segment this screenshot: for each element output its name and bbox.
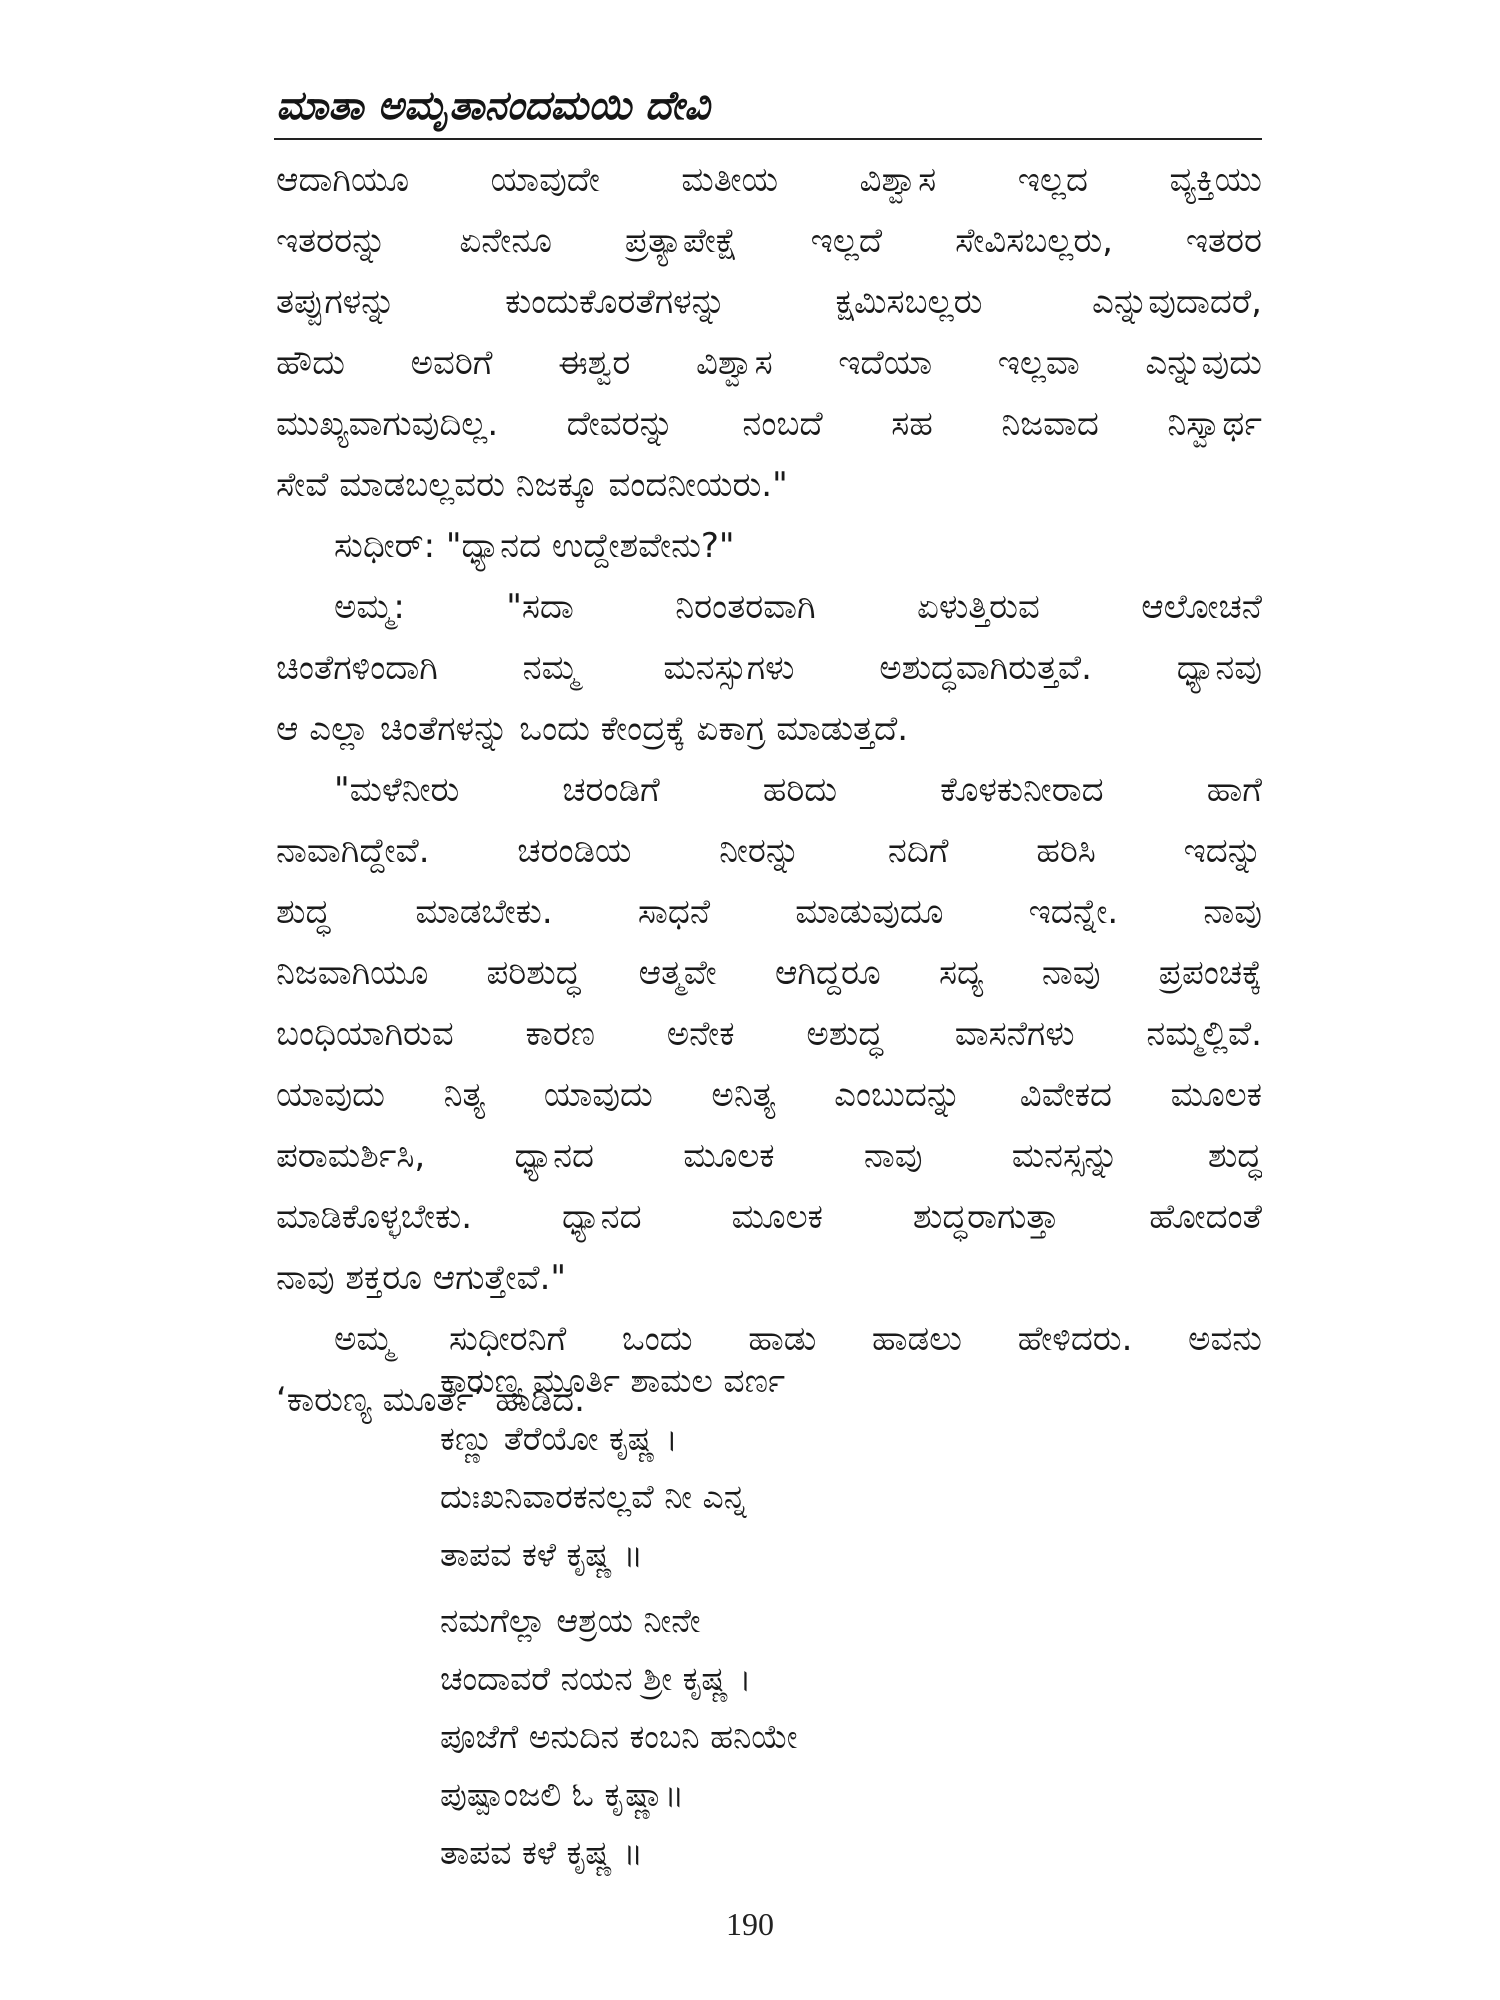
text-line: ಯಾವುದು ನಿತ್ಯ ಯಾವುದು ಅನಿತ್ಯ ಎಂಬುದನ್ನು ವಿವೇಕದ ಮೂಲಕ <box>276 1075 1262 1115</box>
verse-line: ಪೂಜೆಗೆ ಅನುದಿನ ಕಂಬನಿ ಹನಿಯೇ <box>440 1717 798 1756</box>
text-line: ಪರಾಮರ್ಶಿಸಿ, ಧ್ಯಾನದ ಮೂಲಕ ನಾವು ಮನಸ್ಸನ್ನು ಶುದ್ಧ <box>276 1136 1262 1176</box>
text-line: ಇತರರನ್ನು ಏನೇನೂ ಪ್ರತ್ಯಾಪೇಕ್ಷೆ ಇಲ್ಲದೆ ಸೇವಿಸಬಲ್ಲರು, ಇತರರ <box>276 221 1262 261</box>
running-header-title: ಮಾತಾ ಅಮೃತಾನಂದಮಯಿ ದೇವಿ <box>276 83 710 129</box>
verse-line: ದುಃಖನಿವಾರಕನಲ್ಲವೆ ನೀ ಎನ್ನ <box>440 1477 747 1516</box>
text-line: ‘ಕಾರುಣ್ಯ ಮೂರ್ತೆ’ ಹಾಡಿದ. <box>276 1380 585 1420</box>
verse-line: ತಾಪವ ಕಳೆ ಕೃಷ್ಣ ॥ <box>440 1833 643 1872</box>
text-line: ಅಮ್ಮ ಸುಧೀರನಿಗೆ ಒಂದು ಹಾಡು ಹಾಡಲು ಹೇಳಿದರು. ಅವನು <box>334 1319 1262 1359</box>
text-line: ಬಂಧಿಯಾಗಿರುವ ಕಾರಣ ಅನೇಕ ಅಶುದ್ಧ ವಾಸನೆಗಳು ನಮ್ಮಲ್ಲಿವೆ. <box>276 1014 1262 1054</box>
verse-line: ಕಾರುಣ್ಯ ಮೂರ್ತಿ ಶಾಮಲ ವರ್ಣ <box>440 1361 786 1400</box>
text-line: ಶುದ್ಧ ಮಾಡಬೇಕು. ಸಾಧನೆ ಮಾಡುವುದೂ ಇದನ್ನೇ. ನಾವು <box>276 892 1262 932</box>
song-stanza-2 <box>440 1592 1080 1882</box>
text-line: ಹೌದು ಅವರಿಗೆ ಈಶ್ವರ ವಿಶ್ವಾಸ ಇದೆಯಾ ಇಲ್ಲವಾ ಎನ್ನುವುದು <box>276 343 1262 383</box>
verse-line: ಕಣ್ಣು ತೆರೆಯೋ ಕೃಷ್ಣ । <box>440 1419 678 1458</box>
verse-line: ಚಂದಾವರೆ ನಯನ ಶ್ರೀ ಕೃಷ್ಣ । <box>440 1659 752 1698</box>
verse-line: ನಮಗೆಲ್ಲಾ ಆಶ್ರಯ ನೀನೇ <box>440 1601 701 1640</box>
text-line: "ಮಳೆನೀರು ಚರಂಡಿಗೆ ಹರಿದು ಕೊಳಕುನೀರಾದ ಹಾಗೆ <box>334 770 1262 810</box>
verse-line: ಪುಷ್ಪಾಂಜಲಿ ಓ ಕೃಷ್ಣಾ॥ <box>440 1775 685 1814</box>
body-text <box>276 150 1262 1431</box>
text-line: ಆದಾಗಿಯೂ ಯಾವುದೇ ಮತೀಯ ವಿಶ್ವಾಸ ಇಲ್ಲದ ವ್ಯಕ್ತಿಯು <box>276 160 1262 200</box>
text-line: ನಾವಾಗಿದ್ದೇವೆ. ಚರಂಡಿಯ ನೀರನ್ನು ನದಿಗೆ ಹರಿಸಿ ಇದನ್ನು <box>276 831 1262 871</box>
header-divider <box>274 138 1262 140</box>
text-line: ಸೇವೆ ಮಾಡಬಲ್ಲವರು ನಿಜಕ್ಕೂ ವಂದನೀಯರು." <box>276 465 788 505</box>
text-line: ನಿಜವಾಗಿಯೂ ಪರಿಶುದ್ಧ ಆತ್ಮವೇ ಆಗಿದ್ದರೂ ಸದ್ಯ ನಾವು ಪ್ರಪಂಚಕ್ಕೆ <box>276 953 1262 993</box>
text-line: ತಪ್ಪುಗಳನ್ನು ಕುಂದುಕೊರತೆಗಳನ್ನು ಕ್ಷಮಿಸಬಲ್ಲರು ಎನ್ನುವುದಾದರೆ, <box>276 282 1262 322</box>
verse-line: ತಾಪವ ಕಳೆ ಕೃಷ್ಣ ॥ <box>440 1535 643 1574</box>
song-stanza-1 <box>440 1352 1080 1584</box>
text-line: ಚಿಂತೆಗಳಿಂದಾಗಿ ನಮ್ಮ ಮನಸ್ಸುಗಳು ಅಶುದ್ಧವಾಗಿರುತ್ತವೆ. ಧ್ಯಾನವು <box>276 648 1262 688</box>
text-line: ನಾವು ಶಕ್ತರೂ ಆಗುತ್ತೇವೆ." <box>276 1258 567 1298</box>
text-line: ಮುಖ್ಯವಾಗುವುದಿಲ್ಲ. ದೇವರನ್ನು ನಂಬದೆ ಸಹ ನಿಜವಾದ ನಿಸ್ವಾರ್ಥ <box>276 404 1262 444</box>
dialogue-line-amma: ಅಮ್ಮ: "ಸದಾ ನಿರಂತರವಾಗಿ ಏಳುತ್ತಿರುವ ಆಲೋಚನೆ <box>334 587 1262 627</box>
dialogue-line-sudhir: ಸುಧೀರ್: "ಧ್ಯಾನದ ಉದ್ದೇಶವೇನು?" <box>334 526 735 566</box>
text-line: ಆ ಎಲ್ಲಾ ಚಿಂತೆಗಳನ್ನು ಒಂದು ಕೇಂದ್ರಕ್ಕೆ ಏಕಾಗ್ರ ಮಾಡುತ್ತದೆ. <box>276 709 909 749</box>
page-number: 190 <box>726 1906 774 1942</box>
text-line: ಮಾಡಿಕೊಳ್ಳಬೇಕು. ಧ್ಯಾನದ ಮೂಲಕ ಶುದ್ಧರಾಗುತ್ತಾ ಹೋದಂತೆ <box>276 1197 1262 1237</box>
